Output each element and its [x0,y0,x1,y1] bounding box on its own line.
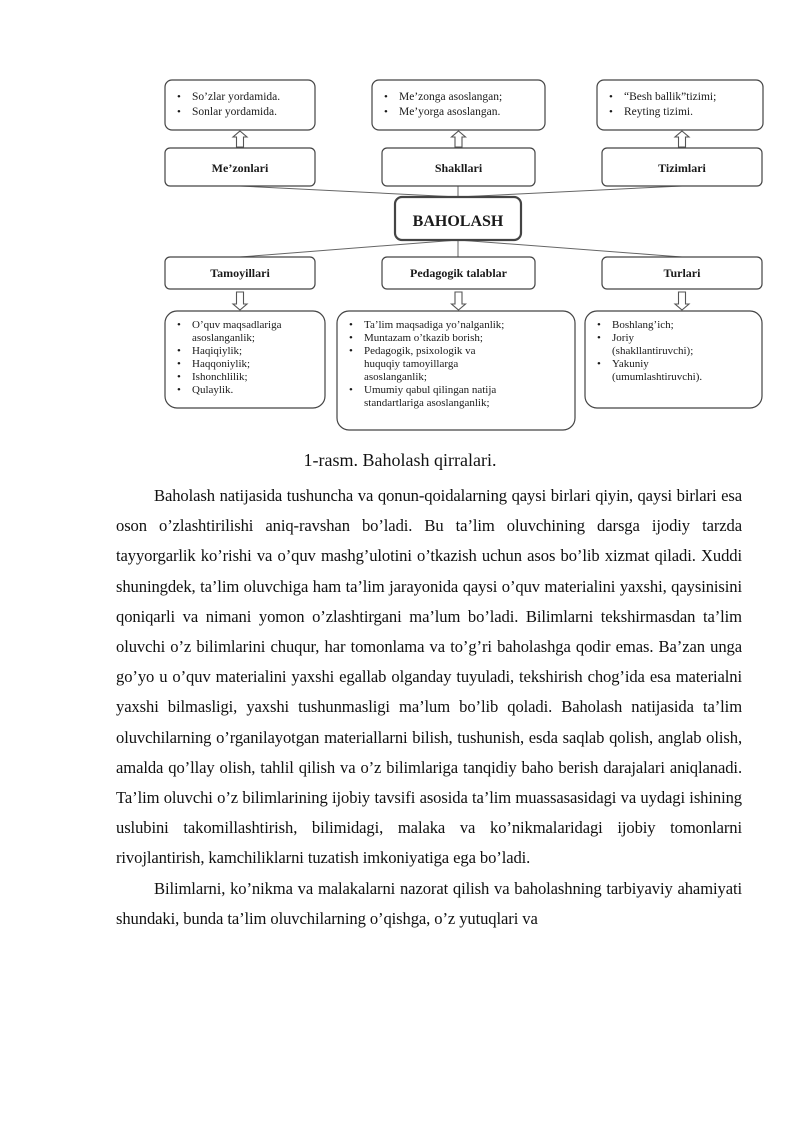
bullet: • [177,358,181,370]
up-arrow-icon [233,131,247,147]
connector-line [240,186,458,197]
bottom-item-text: standartlariga asoslanganlik; [364,397,490,409]
paragraph: Baholash natijasida tushuncha va qonun-qoidalarning qaysi birlari qiyin, qaysi birlari esa oson o’zlashtirilishi aniq-ravshan bo’ladi. Bu ta’lim oluvchining darsga ijodiy tarzda tayyorgarlik ko’rishi va o’quv mashg’ulotini o’tkazish uchun asos bo’lib xizmat qiladi. Xuddi shuningdek, ta’lim oluvchiga ham ta’lim jarayonida qaysi o’quv materialini yaxshi, qaysinisini qoniqarli va nimani yomon o’zlashtirgani ma’lum bo’ladi. Bilimlarni tekshirmasdan ta’lim oluvchi o’z bilimlarini chuqur, har tomonlama va to’g’ri baholashga qodir emas. Ba’zan unga go’yo u o’quv materialini yaxshi egallab olganday tuyuladi, tekshirish chog’ida esa materialni yaxshi bilmasligi, yaxshi tushunmasligi ma’lum bo’lib qoladi. Baholash natijasida ta’lim oluvchilarning o’rganilayotgan materiallarni bilish, tushunish, esda saqlab qolish, anglab olish, amalda qo’llay olish, tahlil qilish va o’z bilimlariga tanqidiy baho berish darajalari aniqlanadi. Ta’lim oluvchi o’z bilimlarining ijobiy tavsifi asosida ta’lim muassasasidagi va uydagi ishining uslubini takomillashtirish, bilimidagi, malaka va ko’nikmalaridagi ijobiy tomonlarni rivojlantirish, kamchiliklarni tuzatish imkoniyatiga ega bo’ladi. [116,486,742,868]
top-items-box [372,80,545,130]
bullet: • [349,384,353,396]
bottom-item-text: (umumlashtiruvchi). [612,371,703,383]
bullet: • [597,332,601,344]
down-arrow-icon [233,292,247,310]
top-items-box [165,80,315,130]
bullet: • [384,106,388,118]
bottom-item-text: Haqqoniylik; [192,358,251,370]
bottom-item-text: Ishonchlilik; [192,371,248,383]
top-category-label: Me’zonlari [211,161,269,175]
bullet: • [609,106,613,118]
bullet: • [349,345,353,357]
bottom-item-text: asoslanganlik; [192,332,255,344]
top-category-label: Shakllari [434,161,483,175]
bottom-item-text: O’quv maqsadlariga [192,319,282,331]
connector-line [240,240,458,257]
bottom-item-text: huquqiy tamoyillarga [364,358,459,370]
bottom-category-label: Turlari [663,266,701,280]
connector-line [458,240,682,257]
bullet: • [177,106,181,118]
bullet: • [177,371,181,383]
top-item-text: Sonlar yordamida. [192,106,277,118]
bottom-item-text: Boshlang’ich; [612,319,674,331]
top-item-text: So’zlar yordamida. [192,91,281,103]
bottom-item-text: Qulaylik. [192,384,234,396]
top-category-label: Tizimlari [658,161,706,175]
bullet: • [384,91,388,103]
bullet: • [177,91,181,103]
bullet: • [609,91,613,103]
connector-line [458,186,682,197]
bullet: • [349,319,353,331]
bullet: • [597,358,601,370]
bullet: • [177,384,181,396]
up-arrow-icon [452,131,466,147]
bullet: • [177,319,181,331]
figure-caption: 1-rasm. Baholash qirralari. [303,450,497,470]
bottom-item-text: Pedagogik, psixologik va [364,345,476,357]
bottom-item-text: Muntazam o’tkazib borish; [364,332,483,344]
down-arrow-icon [452,292,466,310]
bottom-item-text: Ta’lim maqsadiga yo’nalganlik; [364,319,505,331]
body-text [116,481,742,934]
top-item-text: Reyting tizimi. [624,106,693,118]
bullet: • [177,345,181,357]
baholash-diagram [0,0,800,440]
bottom-item-text: asoslanganlik; [364,371,427,383]
center-label: BAHOLASH [412,213,504,230]
down-arrow-icon [675,292,689,310]
bottom-item-text: Umumiy qabul qilingan natija [364,384,497,396]
paragraph: Bilimlarni, ko’nikma va malakalarni nazorat qilish va baholashning tarbiyaviy ahamiyati shundaki, bunda ta’lim oluvchilarning o’qishga, o’z yutuqlari va [116,878,742,928]
bottom-item-text: Joriy [612,332,634,344]
bottom-item-text: (shakllantiruvchi); [612,345,694,357]
bullet: • [349,332,353,344]
top-items-box [597,80,763,130]
top-item-text: Me’yorga asoslangan. [399,106,501,118]
bottom-item-text: Haqiqiylik; [192,345,243,357]
bottom-category-label: Pedagogik talablar [409,266,508,280]
bottom-category-label: Tamoyillari [210,266,270,280]
up-arrow-icon [675,131,689,147]
bullet: • [597,319,601,331]
bottom-item-text: Yakuniy [612,358,649,370]
top-item-text: “Besh ballik”tizimi; [624,91,717,103]
top-item-text: Me’zonga asoslangan; [399,91,503,103]
